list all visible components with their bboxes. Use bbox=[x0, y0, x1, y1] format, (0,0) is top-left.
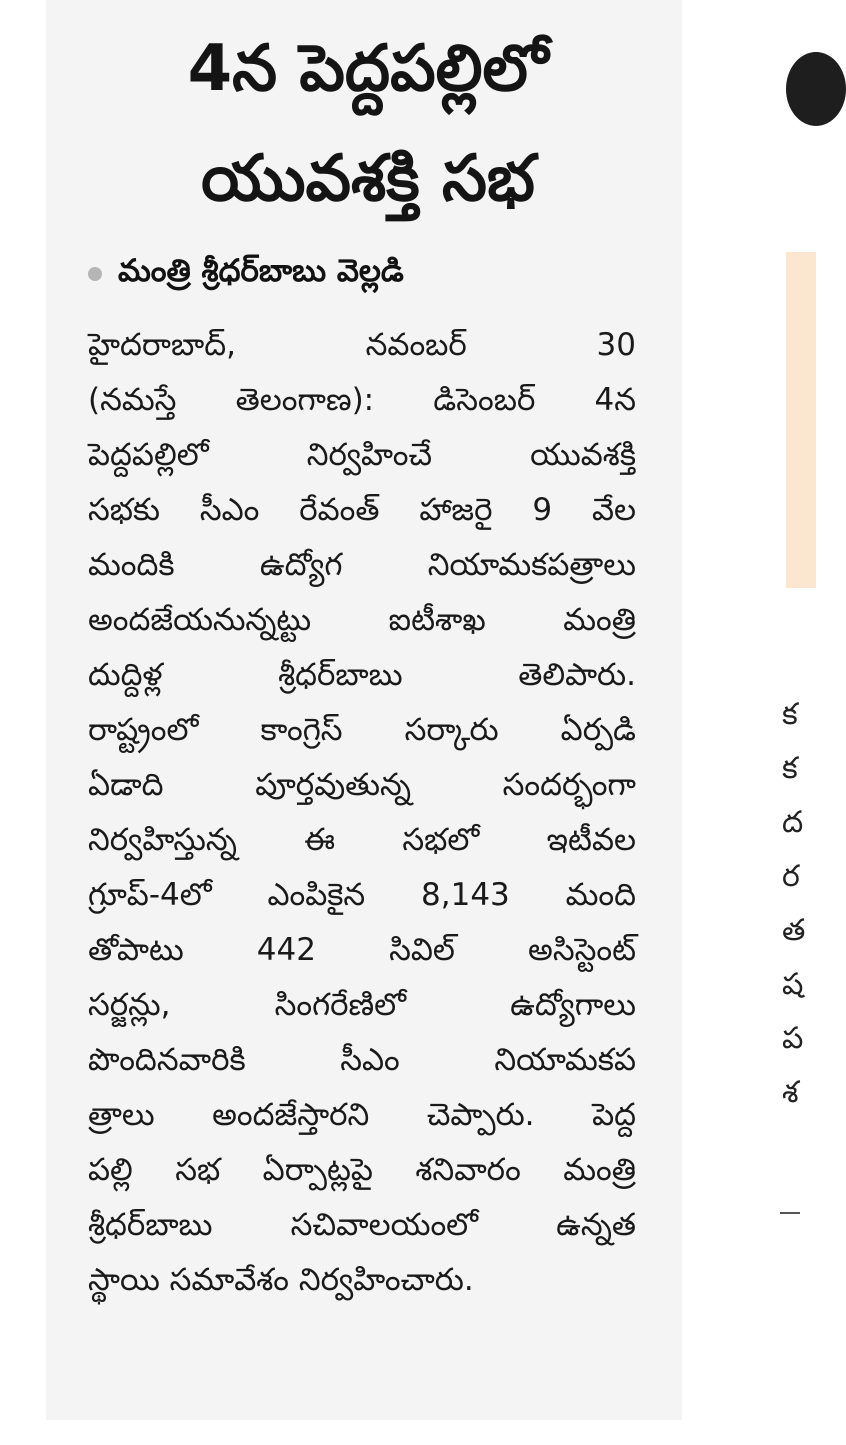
body-line: సభకు సీఎం రేవంత్ హాజరై 9 వేల bbox=[88, 492, 636, 528]
body-line: గ్రూప్-4లో ఎంపికైన 8,143 మంది bbox=[88, 877, 636, 913]
body-line: పల్లి సభ ఏర్పాట్లపై శనివారం మంత్రి bbox=[88, 1152, 636, 1188]
headline-line-1: 4న పెద్దపల్లిలో bbox=[187, 32, 549, 106]
article-body bbox=[88, 318, 636, 1308]
neighbor-char: ద bbox=[782, 805, 804, 840]
article-headline bbox=[70, 14, 666, 234]
bullet-icon bbox=[88, 267, 102, 281]
article-subheadline bbox=[88, 250, 668, 298]
neighbor-char: ప bbox=[782, 1021, 804, 1056]
subheadline-text: మంత్రి శ్రీధర్‌బాబు వెల్లడి bbox=[118, 252, 404, 289]
body-line: సర్జన్లు, సింగరేణిలో ఉద్యోగాలు bbox=[88, 987, 636, 1023]
body-line: ఏడాది పూర్తవుతున్న సందర్భంగా bbox=[88, 767, 636, 803]
body-line: హైదరాబాద్, నవంబర్ 30 bbox=[88, 327, 636, 363]
body-line: స్థాయి సమావేశం నిర్వహించారు. bbox=[88, 1262, 474, 1298]
body-line: నిర్వహిస్తున్న ఈ సభలో ఇటీవల bbox=[88, 822, 636, 858]
neighbor-char: ష bbox=[782, 967, 804, 1002]
neighbor-char: ర bbox=[782, 859, 800, 894]
neighbor-article-highlight-box bbox=[786, 252, 816, 588]
body-line: రాష్ట్రంలో కాంగ్రెస్ సర్కారు ఏర్పడి bbox=[88, 712, 636, 748]
neighbor-char: క bbox=[782, 697, 798, 732]
body-line: త్రాలు అందజేస్తారని చెప్పారు. పెద్ద bbox=[88, 1097, 636, 1133]
neighbor-char: శ bbox=[782, 1075, 799, 1110]
headline-line-2: యువశక్తి సభ bbox=[201, 142, 535, 216]
neighbor-char: త bbox=[782, 913, 806, 948]
body-line: శ్రీధర్‌బాబు సచివాలయంలో ఉన్నత bbox=[88, 1207, 636, 1243]
body-line: (నమస్తే తెలంగాణ): డిసెంబర్ 4న bbox=[88, 382, 636, 418]
neighbor-char: క bbox=[782, 751, 798, 786]
body-line: అందజేయనున్నట్టు ఐటీశాఖ మంత్రి bbox=[88, 602, 636, 638]
neighbor-article-image bbox=[786, 52, 846, 126]
left-margin bbox=[0, 0, 46, 1445]
body-line: పొందినవారికి సీఎం నియామకప bbox=[88, 1042, 636, 1078]
body-line: తోపాటు 442 సివిల్ అసిస్టెంట్ bbox=[88, 932, 636, 968]
neighbor-divider bbox=[780, 1212, 800, 1214]
body-line: దుద్దిళ్ల శ్రీధర్‌బాబు తెలిపారు. bbox=[88, 657, 636, 693]
body-line: పెద్దపల్లిలో నిర్వహించే యువశక్తి bbox=[88, 437, 636, 473]
body-line: మందికి ఉద్యోగ నియామకపత్రాలు bbox=[88, 547, 636, 583]
neighbor-article-text bbox=[782, 688, 806, 1120]
